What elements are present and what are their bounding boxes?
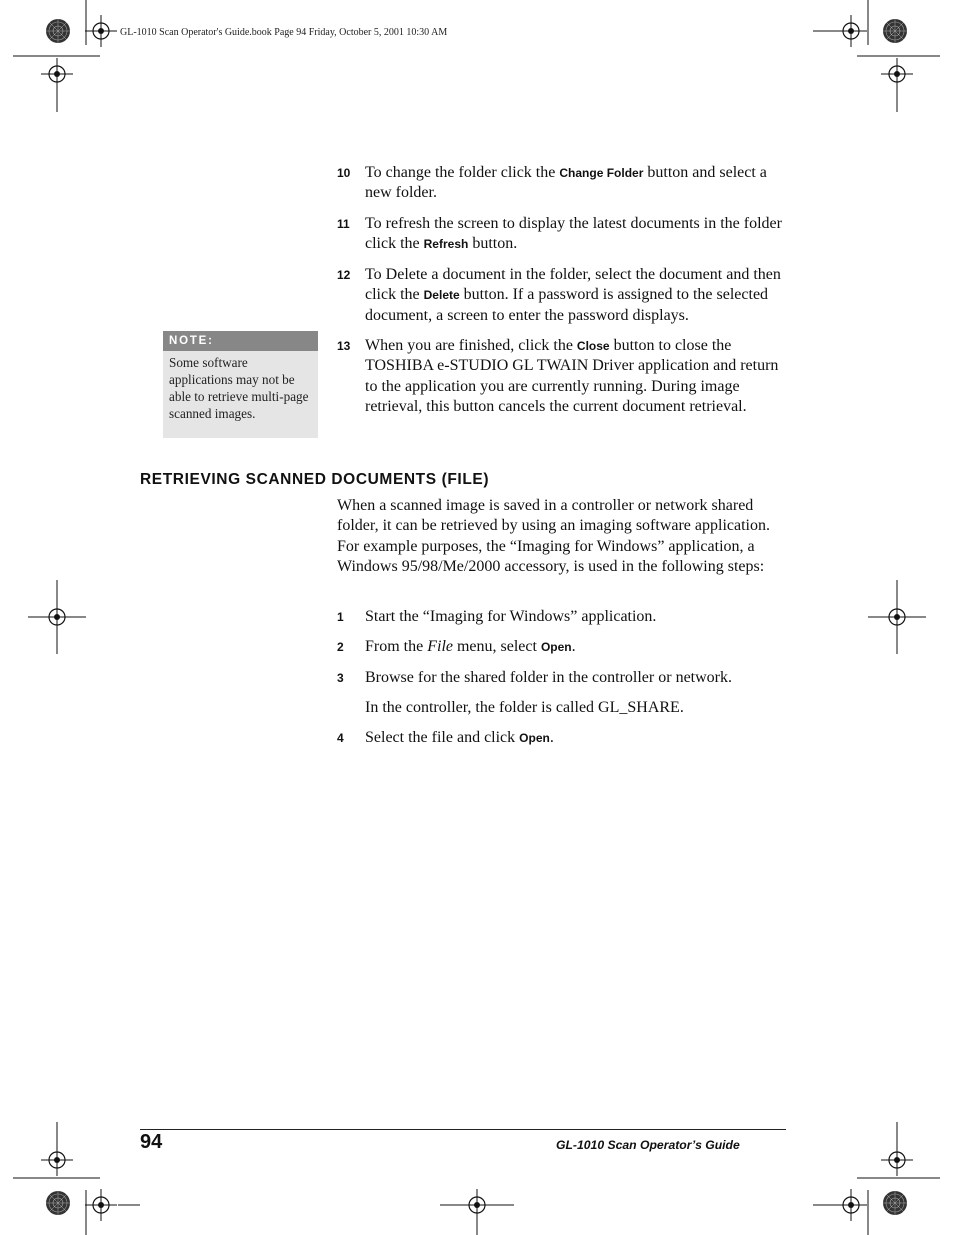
step-12: [337, 265, 787, 326]
ui-term: Open: [519, 731, 550, 745]
section-intro: When a scanned image is saved in a controller or network shared folder, it can be retrieved by using an imaging software application. For example purposes, the “Imaging for Windows” application, a Windows 95/98/Me/2000 accessory, is used in the following steps:: [337, 497, 770, 575]
step-11: [337, 214, 787, 255]
step-text-run: To refresh the screen to display the latest documents in the folder click the: [365, 215, 782, 253]
step-number: 2: [337, 640, 344, 654]
ui-term: Delete: [423, 288, 460, 303]
step-text-run: To Delete a document in the folder, select the document and then click the: [365, 266, 781, 304]
note-body: Some software applications may not be able to retrieve multi-page scanned images.: [169, 355, 309, 421]
ui-term: Open: [540, 640, 572, 654]
step-number: 10: [337, 166, 351, 180]
page-number: 94: [140, 1131, 163, 1153]
step-4: [337, 728, 787, 748]
step-text: [365, 214, 787, 255]
step-text-run: button and select a new folder.: [365, 164, 767, 202]
note-box: [163, 331, 318, 438]
note-title: NOTE:: [163, 331, 318, 351]
step-2: [337, 637, 787, 657]
step-text: [365, 265, 787, 326]
footer-rule: [140, 1129, 786, 1130]
step-13: [337, 336, 787, 417]
step-text-run: button. If a password is assigned to the selected document, a screen to enter the password displays.: [365, 286, 769, 324]
step-number: 3: [337, 671, 344, 685]
step-text-run: .: [571, 638, 576, 655]
step-text-run: From the: [365, 638, 428, 655]
step-number: 13: [337, 339, 351, 353]
step-number: 4: [337, 731, 344, 745]
section-heading: RETRIEVING SCANNED DOCUMENTS (FILE): [140, 471, 490, 488]
step-text-run: To change the folder click the: [365, 164, 560, 181]
step-number: 11: [337, 217, 350, 231]
step-text: [365, 607, 787, 627]
step-1: [337, 607, 787, 627]
step-10: [337, 163, 787, 204]
step-text-run: menu, select: [452, 638, 541, 655]
step-text-run: Select the file and click: [365, 729, 520, 746]
step-number: 1: [337, 610, 344, 624]
step-text-run: Start the “Imaging for Windows” application.: [365, 608, 657, 625]
step-text-run: button.: [468, 235, 518, 253]
step-text: [365, 728, 787, 748]
step-3-subnote: In the controller, the folder is called GL_SHARE.: [365, 699, 684, 716]
step-text: [365, 637, 787, 657]
step-text: [365, 163, 787, 204]
menu-name: File: [427, 638, 453, 655]
ui-term: Change Folder: [559, 166, 644, 180]
print-slug: GL-1010 Scan Operator's Guide.book Page 94 Friday, October 5, 2001 10:30 AM: [120, 27, 448, 38]
ui-term: Refresh: [423, 237, 469, 252]
step-number: 12: [337, 268, 351, 282]
step-text-run: When you are finished, click the: [365, 337, 577, 354]
step-text: [365, 668, 787, 688]
step-text-run: button to close the TOSHIBA e-STUDIO GL TWAIN Driver application and return to the application you are currently running. During image retrieval, this button cancels the current document retrieval.: [365, 337, 779, 415]
step-text-run: .: [549, 729, 554, 746]
step-text: [365, 336, 787, 417]
ui-term: Close: [576, 339, 610, 353]
step-text-run: Browse for the shared folder in the controller or network.: [365, 669, 732, 686]
step-3: [337, 668, 787, 688]
guide-title: GL-1010 Scan Operator’s Guide: [556, 1138, 740, 1152]
